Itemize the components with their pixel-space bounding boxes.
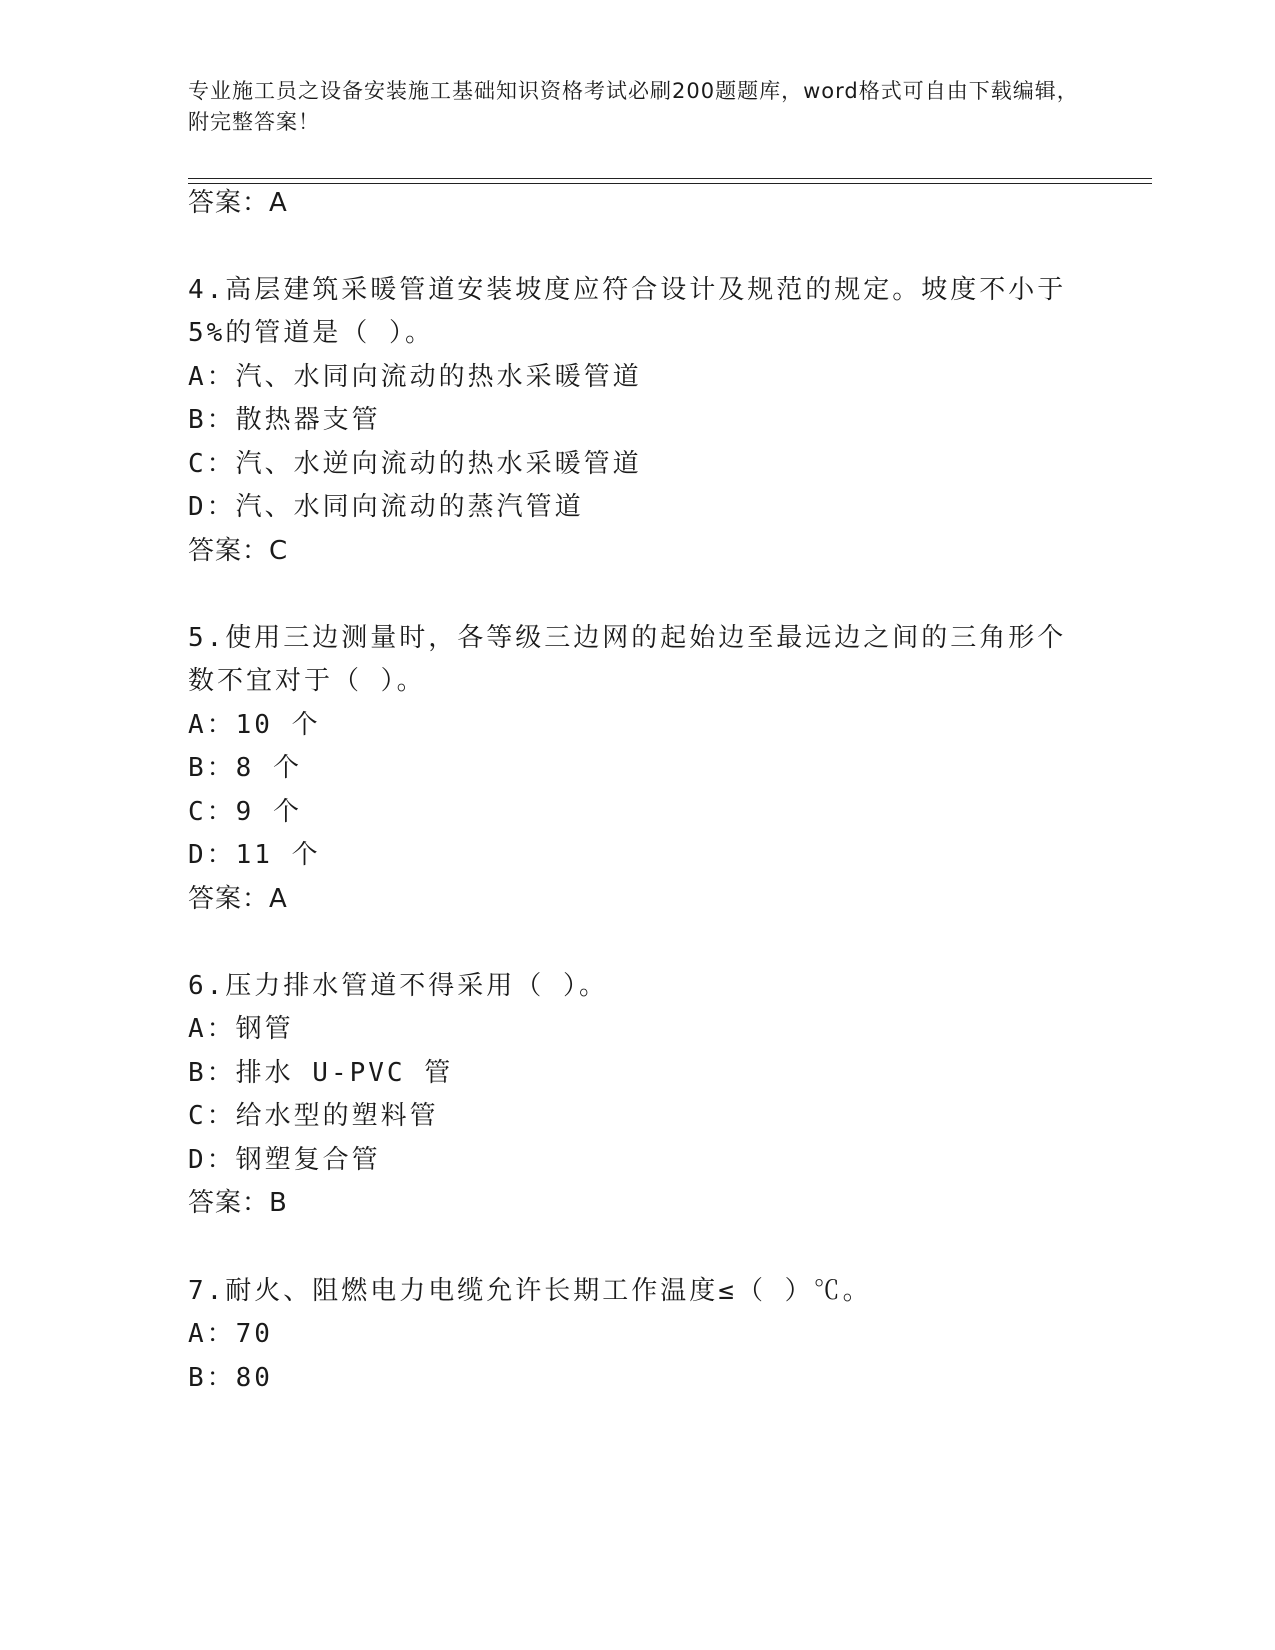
question-stem: 6.压力排水管道不得采用（ ）。 [188,971,608,1001]
option-b: B：80 [188,1363,273,1393]
option-b: B：排水 U-PVC 管 [188,1058,454,1088]
header-divider-top [188,178,1152,179]
answer-text: 答案：A [188,188,288,218]
option-b: B：散热器支管 [188,405,381,435]
option-d: D：汽、水同向流动的蒸汽管道 [188,492,584,522]
option-a: A：70 [188,1319,273,1349]
option-a: A：钢管 [188,1014,294,1044]
question-stem: 4.高层建筑采暖管道安装坡度应符合设计及规范的规定。坡度不小于 [188,275,1067,305]
question-stem: 7.耐火、阻燃电力电缆允许长期工作温度≤（ ）℃。 [188,1276,872,1306]
option-c: C：9 个 [188,797,302,827]
option-a: A：汽、水同向流动的热水采暖管道 [188,362,642,392]
option-c: C：汽、水逆向流动的热水采暖管道 [188,449,642,479]
document-header: 专业施工员之设备安装施工基础知识资格考试必刷200题题库，word格式可自由下载编辑，附完整答案！ [188,79,1079,134]
option-d: D：11 个 [188,840,321,870]
answer-text: 答案：C [188,536,289,566]
header-divider-bottom [188,183,1152,184]
option-b: B：8 个 [188,753,302,783]
option-c: C：给水型的塑料管 [188,1101,439,1131]
question-stem: 5%的管道是（ ）。 [188,318,434,348]
answer-text: 答案：A [188,884,288,914]
answer-text: 答案：B [188,1188,288,1218]
option-a: A：10 个 [188,710,321,740]
question-stem: 5.使用三边测量时，各等级三边网的起始边至最远边之间的三角形个 [188,623,1067,653]
question-stem: 数不宜对于（ ）。 [188,666,426,696]
option-d: D：钢塑复合管 [188,1145,381,1175]
